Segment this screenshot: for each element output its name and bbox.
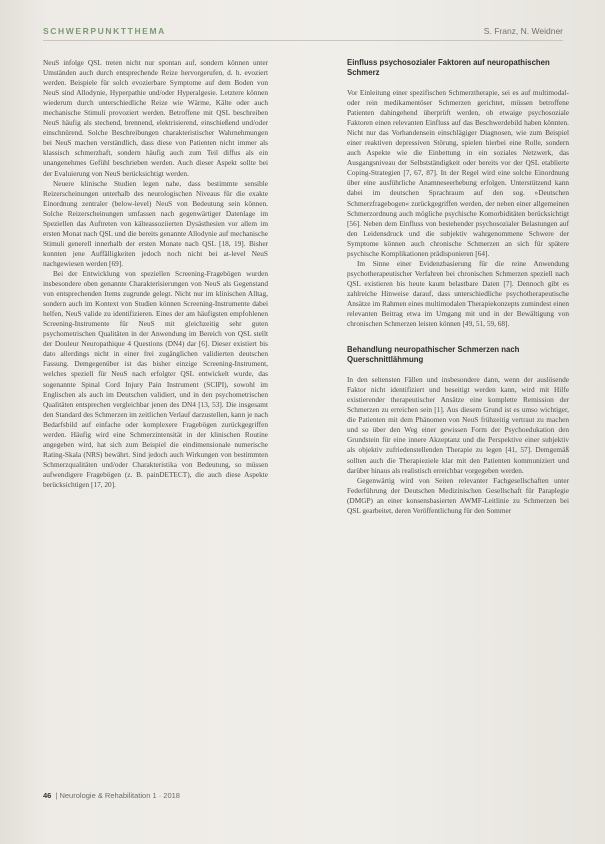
header-divider bbox=[43, 40, 563, 41]
page-number: 46 bbox=[43, 791, 52, 800]
body-paragraph: NeuS infolge QSL treten nicht nur spontan auf, sondern können unter Umständen auch durch entsprechende Reize hervorgerufen, d. h. evoziert werden. Beispiele für solch evozierbare Symptome auf dem Boden von NeuS sind Allodynie, Hyperpathie und/oder Hyperalgesie. Letztere können wiederum durch unterschiedliche Reize wie Wärme, Kälte oder auch mechanische Stimuli provoziert werden. Betroffene mit QSL beschreiben NeuS häufig als stechend, brennend, elektrisierend, einschießend und/oder einschnürend. Solche Beschreibungen charakteristischer Wahrnehmungen bei NeuS machen verständlich, dass diese von Patienten nicht immer als klassisch schmerzhaft, sondern häufig auch zum Teil diffus als ein unangenehmes Gefühl beschrieben werden. Auch dieser Aspekt sollte bei der Evaluierung von NeuS berücksichtigt werden. bbox=[43, 58, 268, 178]
section-heading: Behandlung neuropathischer Schmerzen nach Querschnittlähmung bbox=[347, 345, 520, 365]
body-paragraph: Neuere klinische Studien legen nahe, dass bestimmte sensible Reizerscheinungen unterhalb des neurologischen Niveaus für die exakte Einordnung zentraler (below-level) NeuS von Bedeutung sein können. Solche Reizerscheinungen umfassen nach gegenwärtiger Datenlage im Speziellen das Auftreten von kälteassoziierten Dysästhesien vor allem im ersten Monat nach QSL und die bereits genannte Allodynie auf mechanische Stimuli generell innerhalb der ersten Monate nach QSL [18, 19]. Bisher konnten jene Auffälligkeiten jedoch noch nicht bei at-level NeuS nachgewiesen werden [69]. bbox=[43, 178, 268, 268]
section-heading: Einfluss psychosozialer Faktoren auf neuropathischen Schmerz bbox=[347, 58, 550, 77]
body-paragraph: In den seltensten Fällen und insbesondere dann, wenn der auslösende Faktor nicht identifiziert und beseitigt werden kann, wird mit Hilfe existierender therapeutischer Ansätze eine komplette Remission der Schmerzen zu erreichen sein [1]. Aus diesem Grund ist es umso wichtiger, die Patienten mit dem Phänomen von NeuS frühzeitig vertraut zu machen und so über den Weg einer gewissen Form der Psychoedukation den Grundstein für eine innere Akzeptanz und die Perspektive einer subjektiv als objektiv zufriedenstellenden Therapie zu legen [41, 57]. Demgemäß sollten auch die Therapieziele klar mit den Patienten kommuniziert und darüber hinaus als realistisch erreichbar vorgegeben werden. bbox=[347, 375, 569, 475]
body-paragraph: Im Sinne einer Evidenzbasierung für die reine Anwendung psychotherapeutischer Verfahren bei chronischen Schmerzen speziell nach QSL existieren bis heute kaum belastbare Daten [7]. Dennoch gibt es zahlreiche Hinweise darauf, dass unterschiedliche psychotherapeutische Ansätze im Rahmen eines multimodalen Therapiekonzepts zumindest einen relevanten Beitrag etwa im Umgang mit und in der Bewältigung von chronischen Schmerzen leisten können [49, 51, 59, 68]. bbox=[347, 258, 569, 329]
body-paragraph: Vor Einleitung einer spezifischen Schmerztherapie, sei es auf multimodal- oder rein medikamentöser Schmerzen gerichtet, müssen betroffene Patienten dahingehend überprüft werden, ob etwaige psychosoziale Faktoren einen relevanten Einfluss auf das Beschwerdebild haben könnten. Nicht nur das Vorhandensein einschlägiger Diagnosen, wie zum Beispiel einer reaktiven depressiven Störung, spielen hierbei eine Rolle, sondern auch Aspekte wie die Einbettung in ein soziales Netzwerk, das Ausgangsniveau der Selbstständigkeit oder bereits vor der QSL etablierte Coping-Strategien [7, 67, 87]. In der Regel wird eine solche Einordnung über eine ausführliche Anamneseerhebung erfolgen. Unterstützend kann dabei im deutschen Sprachraum auf den sog. »Deutschen Schmerzfragebogen« zurückgegriffen werden, der neben einer allgemeinen Schmerzordnung auch mögliche psychische Komorbiditäten berücksichtigt [56]. Neben dem Einfluss von bestehender psychosozialer Belastungen auf den Leidensdruck und die subjektiv wahrgenommene Schwere der Symptome können auch chronische Schmerzen an sich für spätere psychische Komplikationen prädisponieren [64]. bbox=[347, 88, 569, 258]
right-column bbox=[347, 58, 569, 516]
header-authors: S. Franz, N. Weidner bbox=[483, 26, 563, 36]
body-paragraph: Bei der Entwicklung von speziellen Screening-Fragebögen wurden insbesondere oben genannte Charakterisierungen von NeuS als Gegenstand von entsprechenden Items zugrunde gelegt. Nicht nur im klinischen Alltag, sondern auch im Kontext von Studien können Screening-Instrumente dabei helfen, NeuS valide zu identifizieren. Eines der am häufigsten empfohlenen Screening-Instrumente für NeuS mit gleichzeitig sehr guten psychometrischen Qualitäten in der Anwendung im Bereich von QSL stellt der Douleur Neuropathique 4 Questions (DN4) dar [6]. Dieser existiert bis dato allerdings nicht in einer frei zugänglichen validierten deutschen Fassung. Demgegenüber ist das bisher einzige Screening-Instrument, welches speziell für NeuS nach erfolgter QSL entwickelt wurde, das sogenannte Spinal Cord Injury Pain Instrument (SCIPI), sowohl im Englischen als auch im Deutschen validiert, und in den psychometrischen Qualitäten entsprechen vergleichbar jenen des DN4 [13, 53]. Die insgesamt den Standard des Schmerzen im zeitlichen Verlauf darzustellen, kann je nach Bedarfsbild auf einfache oder komplexere Fragebögen zurückgegriffen werden. Häufig wird eine Schmerzintensität in der klinischen Routine angegeben wird, hat sich zum Beispiel die eindimensionale numerische Rating-Skala (NRS) bewährt. Sind jedoch auch Wirkungen von bestimmten Schmerzqualitäten und/oder Charakteristika von Bedeutung, so müssen aufwendigere Fragebögen (z. B. painDETECT), die auch diese Aspekte berücksichtigen [17, 20]. bbox=[43, 268, 268, 489]
left-column bbox=[43, 58, 268, 490]
body-paragraph: Gegenwärtig wird von Seiten relevanter Fachgesellschaften unter Federführung der Deutschen Medizinischen Gesellschaft für Paraplegie (DMGP) an einer konsensbasierten AWMF-Leitlinie zu Schmerzen bei QSL gearbeitet, deren Veröffentlichung für den Sommer bbox=[347, 475, 569, 515]
section-label: SCHWERPUNKTTHEMA bbox=[43, 26, 166, 36]
journal-citation: | Neurologie & Rehabilitation 1 · 2018 bbox=[55, 791, 180, 800]
page-footer bbox=[43, 791, 180, 800]
